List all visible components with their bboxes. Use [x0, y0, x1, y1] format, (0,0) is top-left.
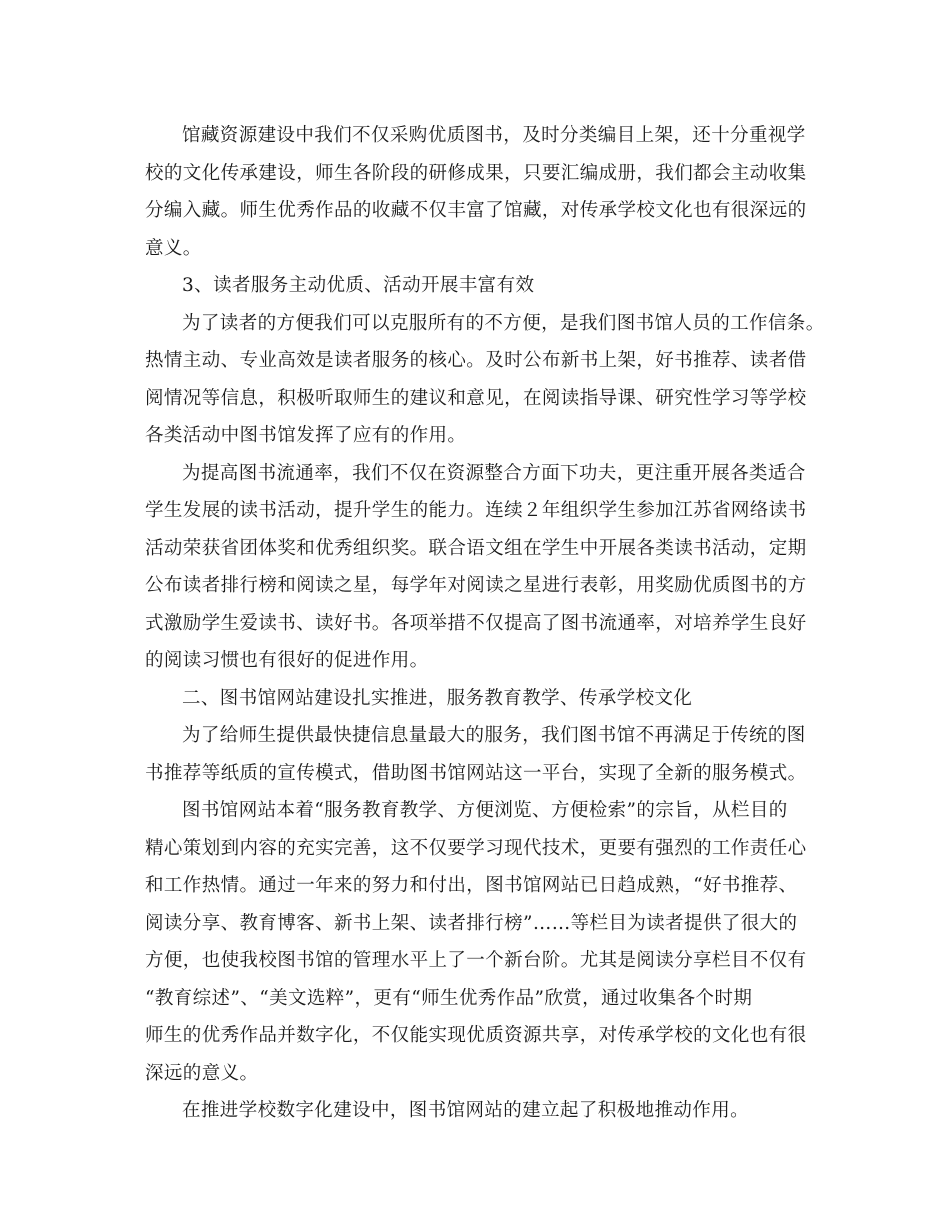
- text-line: 式激励学生爱读书、读好书。各项举措不仅提高了图书流通率，对培养学生良好: [145, 612, 807, 634]
- text-line: 阅情况等信息，积极听取师生的建议和意见，在阅读指导课、研究性学习等学校: [145, 387, 807, 409]
- paragraph-reader-convenience: [145, 305, 825, 455]
- section-heading: 3、读者服务主动优质、活动开展丰富有效: [182, 275, 535, 296]
- paragraph-fast-service: [145, 717, 815, 792]
- text-line: 热情主动、专业高效是读者服务的核心。及时公布新书上架，好书推荐、读者借: [145, 350, 807, 371]
- text-line: 书推荐等纸质的宣传模式，借助图书馆网站这一平台，实现了全新的服务模式。: [145, 762, 807, 784]
- text-line: 馆藏资源建设中我们不仅采购优质图书，及时分类编目上架，还十分重视学: [182, 125, 806, 146]
- text-line: 分编入藏。师生优秀作品的收藏不仅丰富了馆藏，对传承学校文化也有很深远的: [145, 200, 807, 221]
- text-line: 的阅读习惯也有很好的促进作用。: [145, 650, 429, 671]
- text-line: 各类活动中图书馆发挥了应有的作用。: [145, 425, 467, 446]
- text-line: 公布读者排行榜和阅读之星，每学年对阅读之星进行表彰，用奖励优质图书的方: [145, 575, 807, 596]
- text-line: 为了给师生提供最快捷信息量最大的服务，我们图书馆不再满足于传统的图: [182, 725, 806, 746]
- text-line: 图书馆网站本着“服务教育教学、方便浏览、方便检索”的宗旨，从栏目的: [182, 800, 788, 821]
- text-line: 和工作热情。通过一年来的努力和付出，图书馆网站已日趋成熟，“好书推荐、: [145, 875, 798, 896]
- text-line: 校的文化传承建设，师生各阶段的研修成果，只要汇编成册，我们都会主动收集: [145, 162, 807, 184]
- text-line: “教育综述”、“美文选粹”，更有“师生优秀作品”欣赏，通过收集各个时期: [145, 987, 753, 1009]
- text-line: 深远的意义。: [145, 1062, 259, 1084]
- text-line: 方便，也使我校图书馆的管理水平上了一个新台阶。尤其是阅读分享栏目不仅有: [145, 950, 807, 971]
- text-line: 精心策划到内容的充实完善，这不仅要学习现代技术，更要有强烈的工作责任心: [145, 837, 807, 859]
- text-line: 意义。: [145, 237, 202, 259]
- text-line: 师生的优秀作品并数字化，不仅能实现优质资源共享，对传承学校的文化也有很: [145, 1025, 807, 1046]
- text-line: 为了读者的方便我们可以克服所有的不方便，是我们图书馆人员的工作信条。: [182, 312, 825, 334]
- text-line: 活动荣获省团体奖和优秀组织奖。联合语文组在学生中开展各类读书活动，定期: [145, 537, 807, 559]
- text-line: 为提高图书流通率，我们不仅在资源整合方面下功夫，更注重开展各类适合: [182, 462, 806, 484]
- heading-reader-service: [145, 267, 815, 305]
- section-heading: 二、图书馆网站建设扎实推进，服务教育教学、传承学校文化: [182, 687, 693, 709]
- paragraph-collection-building: [145, 117, 815, 267]
- document-body: [145, 117, 825, 1130]
- paragraph-website-purpose: [145, 792, 815, 1092]
- heading-library-website: [145, 680, 815, 718]
- paragraph-circulation-rate: [145, 455, 815, 680]
- paragraph-digital-construction: [145, 1092, 815, 1130]
- text-line: 在推进学校数字化建设中，图书馆网站的建立起了积极地推动作用。: [182, 1100, 750, 1121]
- text-line: 阅读分享、教育博客、新书上架、读者排行榜”……等栏目为读者提供了很大的: [145, 912, 798, 934]
- text-line: 学生发展的读书活动，提升学生的能力。连续２年组织学生参加江苏省网络读书: [145, 500, 807, 521]
